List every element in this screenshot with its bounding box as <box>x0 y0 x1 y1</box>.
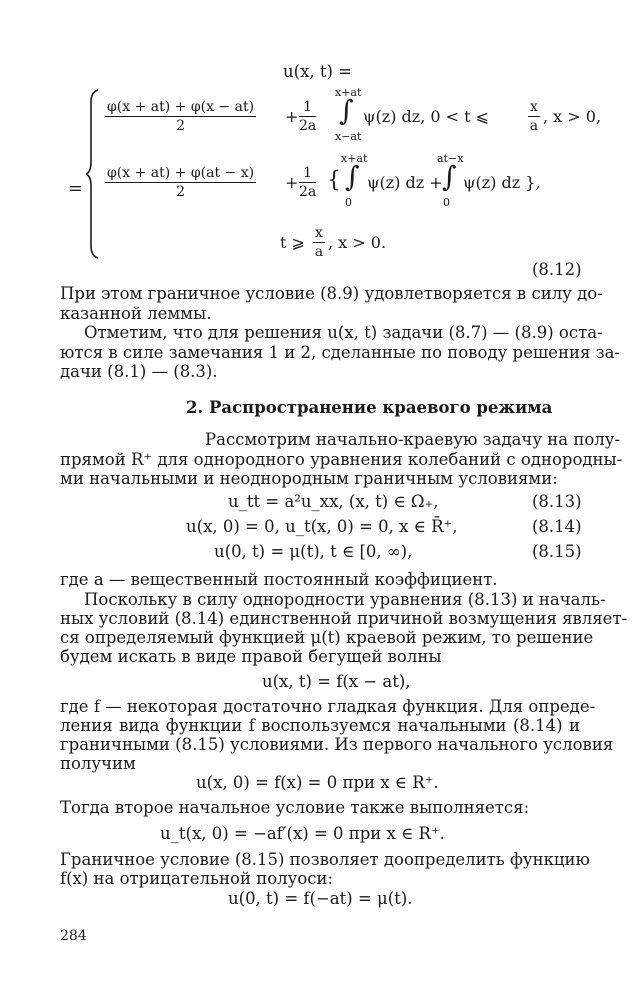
case1-coef <box>299 98 316 135</box>
case1-plus: + <box>285 107 299 126</box>
para2-line2: ются в силе замечания 1 и 2, сделанные по поводу решения за- <box>60 343 621 362</box>
para5-line2: ных условий (8.14) единственной причиной возмущения являет- <box>60 609 628 628</box>
coef2-num: 1 <box>299 164 316 183</box>
xa-den: a <box>529 118 539 134</box>
section-heading: 2. Распространение краевого режима <box>186 398 553 417</box>
para6-line4: получим <box>60 754 136 773</box>
eq812-lhs: u(x, t) = <box>283 62 352 81</box>
case3-start: t ⩾ <box>280 233 305 252</box>
case1-fraction <box>105 98 256 135</box>
case1-numerator: φ(x + at) + φ(x − at) <box>107 99 255 115</box>
integral-icon: ∫ <box>442 160 457 193</box>
para1-line1: При этом граничное условие (8.9) удовлетворяется в силу до- <box>60 284 603 303</box>
integral-icon: ∫ <box>339 94 354 127</box>
case2-mid: ψ(z) dz + <box>367 173 443 192</box>
eq-boundary: u(0, t) = f(−at) = μ(t). <box>228 889 413 908</box>
eq-wave: u(x, t) = f(x − at), <box>262 672 411 691</box>
int2a-lower: 0 <box>345 196 352 209</box>
eq812-case2 <box>105 152 615 218</box>
para2-line3: дачи (8.1) — (8.3). <box>60 362 218 381</box>
coef-den: 2a <box>299 118 317 134</box>
para3-line1: Рассмотрим начально-краевую задачу на полу- <box>205 430 621 449</box>
eq812-case1 <box>105 86 615 152</box>
xa3-den: a <box>314 244 324 260</box>
case2-coef <box>299 164 316 201</box>
coef-num: 1 <box>299 98 316 117</box>
eq814: u(x, 0) = 0, u_t(x, 0) = 0, x ∈ R̄⁺, <box>186 517 458 536</box>
eq815: u(0, t) = μ(t), t ∈ [0, ∞), <box>214 542 413 561</box>
int2a-upper: x+at <box>341 152 368 165</box>
eq815-number: (8.15) <box>532 542 582 561</box>
case1-x-over-a <box>528 98 540 135</box>
case2-brace-open: { <box>327 168 341 193</box>
int1-lower: x−at <box>335 130 362 143</box>
int1-upper: x+at <box>335 86 362 99</box>
case2-fraction <box>105 164 256 201</box>
case3-x-over-a <box>313 224 325 261</box>
eq812-number: (8.12) <box>532 260 582 279</box>
eq-second-initial: u_t(x, 0) = −af′(x) = 0 при x ∈ R⁺. <box>160 824 445 843</box>
case2-end: ψ(z) dz }, <box>463 173 541 192</box>
para3-line3: ми начальными и неоднородным граничным условиями: <box>60 469 558 488</box>
xa-num: x <box>530 99 538 115</box>
para5-line4: будем искать в виде правой бегущей волны <box>60 647 442 666</box>
eq-initial: u(x, 0) = f(x) = 0 при x ∈ R⁺. <box>196 773 439 792</box>
para4: где a — вещественный постоянный коэффициент. <box>60 570 498 589</box>
para6-line1: где f — некоторая достаточно гладкая функция. Для опреде- <box>60 697 596 716</box>
case1-tail: ψ(z) dz, 0 < t ⩽ <box>363 107 490 126</box>
para7: Тогда второе начальное условие также выполняется: <box>60 798 530 817</box>
case1-end: , x > 0, <box>543 107 602 126</box>
case3-end: , x > 0. <box>328 233 387 252</box>
page-number: 284 <box>60 928 87 944</box>
int2b-upper: at−x <box>437 152 464 165</box>
para5-line1: Поскольку в силу однородности уравнения (8.13) и началь- <box>84 590 606 609</box>
coef2-den: 2a <box>299 184 317 200</box>
int2b-lower: 0 <box>443 196 450 209</box>
para8-line1: Граничное условие (8.15) позволяет доопределить функцию <box>60 850 590 869</box>
para8-line2: f(x) на отрицательной полуоси: <box>60 869 334 888</box>
eq812-equals: = <box>68 178 84 199</box>
para6-line3: граничными (8.15) условиями. Из первого начального условия <box>60 735 614 754</box>
para2-line1: Отметим, что для решения u(x, t) задачи (8.7) — (8.9) оста- <box>84 323 603 342</box>
xa3-num: x <box>315 225 323 241</box>
eq814-number: (8.14) <box>532 517 582 536</box>
case2-numerator: φ(x + at) + φ(at − x) <box>107 165 255 181</box>
para6-line2: ления вида функции f воспользуемся начальными (8.14) и <box>60 716 580 735</box>
para5-line3: ся определяемый функцией μ(t) краевой режим, то решение <box>60 628 594 647</box>
para3-line2: прямой R⁺ для однородного уравнения колебаний с однородны- <box>60 450 623 469</box>
case1-denominator: 2 <box>176 118 185 134</box>
para1-line2: казанной леммы. <box>60 304 212 323</box>
eq813-number: (8.13) <box>532 492 582 511</box>
eq812-case3 <box>280 222 480 262</box>
left-brace-icon <box>86 88 102 260</box>
eq813: u_tt = a²u_xx, (x, t) ∈ Ω₊, <box>228 492 439 511</box>
case2-plus: + <box>285 173 299 192</box>
case2-denominator: 2 <box>176 184 185 200</box>
integral-icon: ∫ <box>345 160 360 193</box>
